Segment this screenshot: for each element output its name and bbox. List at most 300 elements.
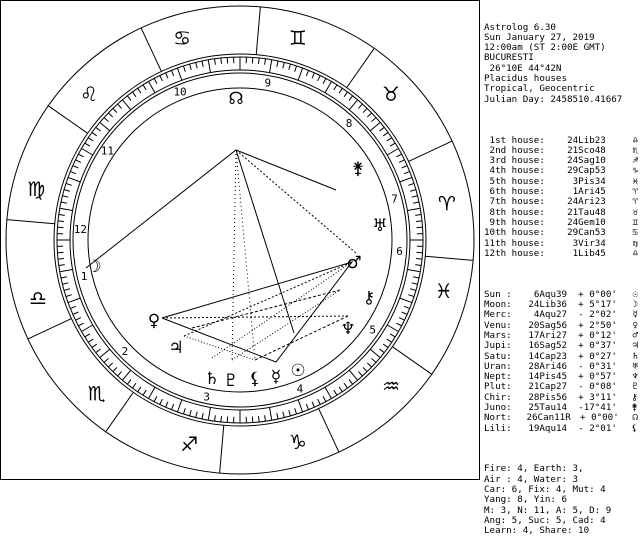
- house-number: 3: [203, 391, 210, 404]
- degree-tick: [118, 104, 122, 108]
- degree-tick: [318, 399, 321, 404]
- degree-tick: [143, 85, 146, 90]
- degree-tick: [413, 202, 419, 203]
- planet-position: 4Aqu27: [523, 310, 567, 320]
- degree-tick: [349, 370, 357, 380]
- degree-tick: [113, 108, 117, 112]
- house-value: 3Pis34: [567, 177, 606, 187]
- house-sign-icon: ♉: [628, 208, 638, 218]
- house-value: 1Ari45: [567, 187, 606, 197]
- degree-tick: [154, 78, 157, 83]
- degree-tick: [387, 149, 398, 156]
- degree-tick: [171, 404, 173, 410]
- summary-line: Car: 6, Fix: 4, Mut: 4: [484, 485, 638, 495]
- pluto-glyph-icon: ♇: [223, 371, 238, 391]
- degree-tick: [383, 132, 388, 136]
- planet-label: Sun :: [484, 290, 512, 300]
- mars-glyph-icon: ♂: [346, 253, 361, 273]
- degree-tick: [283, 62, 284, 68]
- degree-tick: [277, 61, 278, 67]
- summary-line: Air : 4, Water: 3: [484, 475, 638, 485]
- degree-tick: [415, 265, 421, 266]
- pisces-icon: ♓: [435, 279, 453, 303]
- house-label: 4th house:: [484, 166, 545, 176]
- degree-tick: [400, 177, 412, 181]
- degree-tick: [61, 202, 67, 203]
- planet-position: 26Can11R: [521, 413, 571, 423]
- house-number: 1: [81, 270, 88, 283]
- degree-tick: [387, 339, 392, 342]
- sign-divider: [7, 220, 55, 224]
- degree-tick: [318, 76, 321, 81]
- degree-tick: [349, 96, 353, 101]
- degree-tick: [416, 259, 422, 260]
- degree-tick: [270, 60, 272, 73]
- house-number: 4: [297, 382, 304, 395]
- degree-tick: [88, 339, 93, 342]
- info-panel: [484, 2, 638, 547]
- house-label: 3rd house:: [484, 156, 545, 166]
- degree-tick: [64, 190, 70, 192]
- degree-tick: [62, 196, 68, 197]
- planet-icon: ☊: [628, 413, 638, 423]
- house-label: 1st house:: [484, 136, 545, 146]
- degree-tick: [312, 73, 314, 78]
- venus-glyph-icon: ♀: [148, 311, 160, 331]
- degree-tick: [390, 143, 395, 146]
- degree-tick: [166, 73, 168, 78]
- taurus-icon: ♉: [382, 82, 400, 106]
- degree-tick: [160, 76, 163, 81]
- degree-tick: [215, 59, 216, 65]
- degree-tick: [73, 166, 78, 168]
- degree-tick: [59, 265, 65, 266]
- degree-tick: [108, 113, 112, 117]
- degree-tick: [339, 387, 342, 392]
- degree-tick: [298, 68, 302, 80]
- planet-position: 6Aqu39: [523, 290, 567, 300]
- house-sign-icon: ♓: [628, 177, 638, 187]
- planet-position: 24Lib36: [523, 300, 567, 310]
- degree-ring-outer: [57, 57, 423, 423]
- neptune-glyph-icon: ♆: [340, 319, 355, 339]
- house-value: 21Tau48: [567, 208, 606, 218]
- lilith-glyph-icon: ⚸: [249, 369, 261, 389]
- planet-label: Moon:: [484, 300, 512, 310]
- degree-tick: [325, 387, 332, 398]
- house-sign-icon: ♊: [628, 218, 638, 228]
- degree-tick: [59, 215, 65, 216]
- planet-positions-list: [484, 290, 638, 434]
- capricorn-icon: ♑: [289, 430, 307, 454]
- summary-line: M: 3, N: 11, A: 5, D: 9: [484, 506, 638, 516]
- degree-tick: [358, 104, 362, 108]
- degree-tick: [58, 259, 64, 260]
- degree-tick: [149, 82, 156, 93]
- sign-divider: [319, 409, 339, 453]
- degree-tick: [82, 325, 93, 332]
- house-label: 12th house:: [484, 249, 545, 259]
- degree-tick: [259, 416, 260, 422]
- planet-speed: + 0°37': [578, 341, 617, 351]
- degree-tick: [85, 143, 90, 146]
- house-value: 21Sco48: [567, 146, 606, 156]
- sign-divider: [256, 7, 260, 55]
- degree-tick: [396, 323, 401, 326]
- degree-tick: [277, 413, 278, 419]
- house-sign-icon: ♏: [628, 146, 638, 156]
- planet-speed: - 2°02': [578, 310, 617, 320]
- degree-tick: [122, 100, 130, 110]
- degree-tick: [202, 61, 203, 67]
- planet-speed: + 0°00': [578, 290, 617, 300]
- degree-tick: [177, 68, 181, 80]
- degree-tick: [404, 306, 410, 308]
- degree-tick: [379, 127, 384, 131]
- degree-tick: [312, 402, 314, 407]
- outer-ring: [6, 6, 474, 474]
- degree-tick: [122, 370, 130, 380]
- degree-tick: [177, 400, 181, 412]
- degree-tick: [344, 92, 348, 97]
- header-line: 12:00am (ST 2:00E GMT): [484, 43, 638, 53]
- degree-tick: [100, 122, 110, 130]
- planet-label: Chir:: [484, 393, 512, 403]
- house-number: 2: [122, 345, 129, 358]
- degree-tick: [407, 270, 420, 272]
- degree-tick: [221, 416, 222, 422]
- degree-tick: [379, 349, 384, 353]
- house-value: 29Can53: [567, 228, 606, 238]
- sign-divider: [48, 106, 87, 134]
- planet-speed: -17°41': [578, 403, 617, 413]
- saturn-glyph-icon: ♄: [204, 369, 219, 389]
- planet-label: Mars:: [484, 331, 512, 341]
- summary-line: Fire: 4, Earth: 3,: [484, 464, 638, 474]
- planet-icon: ⚵: [628, 403, 638, 413]
- planet-row: [484, 424, 638, 434]
- element-summary: [484, 464, 638, 536]
- degree-tick: [410, 190, 416, 192]
- scorpio-icon: ♏: [88, 382, 106, 406]
- house-number: 7: [391, 193, 398, 206]
- leo-icon: ♌: [80, 82, 98, 106]
- degree-tick: [208, 407, 210, 420]
- degree-tick: [323, 396, 326, 401]
- degree-tick: [306, 404, 308, 410]
- planet-speed: - 2°01': [578, 424, 617, 434]
- cancer-icon: ♋: [173, 26, 191, 50]
- degree-tick: [70, 171, 76, 173]
- degree-tick: [100, 349, 110, 357]
- house-cusps-list: [484, 136, 638, 260]
- inner-circle: [88, 88, 392, 392]
- house-sign-icon: ♐: [628, 156, 638, 166]
- degree-tick: [410, 289, 416, 291]
- sign-divider: [220, 425, 224, 473]
- degree-tick: [408, 295, 414, 297]
- degree-tick: [138, 88, 141, 93]
- degree-tick: [78, 323, 83, 326]
- degree-tick: [196, 62, 197, 68]
- degree-tick: [149, 387, 156, 398]
- sign-divider: [425, 256, 473, 260]
- planet-speed: + 0°00': [580, 413, 619, 423]
- planet-row: [484, 341, 638, 351]
- planet-speed: - 0°08': [578, 382, 617, 392]
- degree-tick: [407, 208, 420, 210]
- house-label: 11th house:: [484, 239, 545, 249]
- degree-tick: [104, 358, 108, 362]
- degree-tick: [325, 82, 332, 93]
- degree-tick: [265, 415, 266, 421]
- degree-tick: [344, 383, 348, 388]
- degree-tick: [70, 306, 76, 308]
- degree-tick: [412, 283, 418, 284]
- planet-glyphs: [86, 89, 387, 391]
- header-line: 26°10E 44°42N: [484, 64, 638, 74]
- planet-label: Uran:: [484, 362, 512, 372]
- degree-tick: [295, 66, 297, 72]
- planet-label: Jupi:: [484, 341, 512, 351]
- chart-header: [484, 23, 638, 105]
- degree-tick: [64, 289, 70, 291]
- planet-icon: ♆: [628, 372, 638, 382]
- degree-tick: [208, 60, 210, 73]
- degree-tick: [402, 312, 407, 314]
- house-value: 29Cap53: [567, 166, 606, 176]
- planet-position: 19Aqu14: [523, 424, 567, 434]
- degree-tick: [62, 283, 68, 284]
- degree-tick: [127, 379, 131, 384]
- summary-line: Ang: 5, Suc: 5, Cad: 4: [484, 516, 638, 526]
- degree-tick: [143, 390, 146, 395]
- planet-icon: ☿: [628, 310, 638, 320]
- degree-tick: [96, 127, 101, 131]
- planet-speed: - 0°31': [578, 362, 617, 372]
- sign-divider: [141, 28, 161, 72]
- degree-tick: [415, 215, 421, 216]
- degree-tick: [92, 344, 97, 348]
- degree-tick: [404, 171, 410, 173]
- sign-ring-inner: [54, 54, 426, 426]
- header-line: Julian Day: 2458510.41667: [484, 95, 638, 105]
- house-label: 8th house:: [484, 208, 545, 218]
- planet-icon: ♂: [628, 331, 638, 341]
- degree-tick: [349, 100, 357, 110]
- degree-tick: [270, 407, 272, 420]
- libra-icon: ♎: [29, 286, 47, 310]
- degree-tick: [202, 413, 203, 419]
- juno-glyph-icon: ⚵: [352, 159, 364, 179]
- planet-speed: + 2°50': [578, 321, 617, 331]
- uranus-glyph-icon: ♅: [372, 216, 387, 236]
- planet-label: Venu:: [484, 321, 512, 331]
- degree-tick: [306, 70, 308, 76]
- planet-icon: ♅: [628, 362, 638, 372]
- header-line: Tropical, Geocentric: [484, 84, 638, 94]
- degree-tick: [108, 363, 112, 367]
- sun-glyph-icon: ☉: [290, 361, 305, 381]
- sign-dividers: [7, 7, 473, 473]
- degree-tick: [399, 318, 404, 321]
- degree-tick: [339, 88, 342, 93]
- planet-position: 17Ari27: [523, 331, 567, 341]
- house-row: [484, 228, 638, 238]
- planet-speed: + 5°17': [578, 300, 617, 310]
- jupiter-glyph-icon: ♃: [168, 338, 183, 358]
- planet-icon: ♀: [628, 321, 638, 331]
- house-number: 11: [101, 145, 114, 158]
- sagittarius-icon: ♐: [180, 432, 198, 456]
- degree-tick: [383, 344, 388, 348]
- sign-divider: [409, 141, 453, 161]
- planet-icon: ⚷: [628, 393, 638, 403]
- gemini-icon: ♊: [289, 26, 307, 50]
- house-sign-icon: ♈: [628, 187, 638, 197]
- degree-tick: [323, 78, 326, 83]
- planet-speed: + 3°11': [578, 393, 617, 403]
- degree-tick: [416, 221, 422, 222]
- degree-tick: [387, 138, 392, 141]
- degree-tick: [96, 349, 101, 353]
- header-line: Sun January 27, 2019: [484, 33, 638, 43]
- aquarius-icon: ♒: [382, 374, 400, 398]
- planet-icon: ♇: [628, 382, 638, 392]
- summary-line: Yang: 8, Yin: 6: [484, 495, 638, 505]
- chiron-glyph-icon: ⚷: [363, 288, 375, 308]
- degree-tick: [66, 183, 72, 185]
- planet-speed: + 0°57': [578, 372, 617, 382]
- planet-icon: ♄: [628, 352, 638, 362]
- degree-tick: [349, 379, 353, 384]
- degree-tick: [61, 277, 67, 278]
- planet-label: Juno:: [484, 403, 512, 413]
- planet-speed: + 0°27': [578, 352, 617, 362]
- house-sign-icon: ♎: [628, 249, 638, 259]
- sign-divider: [106, 392, 134, 431]
- planet-label: Satu:: [484, 352, 512, 362]
- planet-position: 14Cap23: [523, 352, 567, 362]
- house-number: 6: [396, 245, 403, 258]
- degree-tick: [60, 208, 73, 210]
- degree-ticks: [57, 57, 423, 423]
- house-label: 6th house:: [484, 187, 545, 197]
- degree-tick: [399, 160, 404, 163]
- planet-icon: ☽: [628, 300, 638, 310]
- degree-tick: [76, 160, 81, 163]
- planet-position: 14Pis45: [523, 372, 567, 382]
- degree-tick: [396, 154, 401, 157]
- house-value: 24Lib23: [567, 136, 606, 146]
- degree-tick: [138, 387, 141, 392]
- degree-tick: [367, 363, 371, 367]
- degree-tick: [60, 270, 73, 272]
- house-label: 5th house:: [484, 177, 545, 187]
- house-value: 3Vir34: [567, 239, 606, 249]
- house-value: 24Ari23: [567, 197, 606, 207]
- degree-tick: [160, 399, 163, 404]
- degree-tick: [76, 318, 81, 321]
- degree-tick: [66, 295, 72, 297]
- degree-tick: [190, 410, 192, 416]
- house-row: [484, 249, 638, 259]
- header-line: Placidus houses: [484, 74, 638, 84]
- planet-label: Lili:: [484, 424, 512, 434]
- house-sign-icon: ♎: [628, 136, 638, 146]
- degree-tick: [183, 66, 185, 72]
- degree-tick: [73, 312, 78, 314]
- house-value: 24Gem10: [567, 218, 606, 228]
- degree-tick: [92, 132, 97, 136]
- house-value: 24Sag10: [567, 156, 606, 166]
- degree-tick: [358, 372, 362, 376]
- house-sign-icon: ♍: [628, 239, 638, 249]
- degree-tick: [78, 154, 83, 157]
- summary-line: Learn: 4, Share: 10: [484, 526, 638, 536]
- degree-tick: [387, 325, 398, 332]
- degree-tick: [215, 415, 216, 421]
- planet-label: Nept:: [484, 372, 512, 382]
- degree-tick: [183, 408, 185, 414]
- degree-tick: [58, 221, 64, 222]
- degree-tick: [390, 334, 395, 337]
- house-number: 9: [264, 76, 271, 89]
- planet-position: 28Pis56: [523, 393, 567, 403]
- degree-tick: [412, 196, 418, 197]
- degree-tick: [190, 64, 192, 70]
- sign-divider: [28, 319, 72, 339]
- degree-tick: [400, 298, 412, 302]
- house-label: 9th house:: [484, 218, 545, 228]
- planet-label: Plut:: [484, 382, 512, 392]
- house-number: 8: [346, 117, 353, 130]
- degree-tick: [334, 390, 337, 395]
- moon-glyph-icon: ☽: [86, 257, 101, 277]
- planet-label: Merc:: [484, 310, 512, 320]
- house-sign-icon: ♈: [628, 197, 638, 207]
- degree-tick: [88, 138, 93, 141]
- degree-tick: [68, 298, 80, 302]
- house-value: 1Lib45: [567, 249, 606, 259]
- planet-position: 21Cap27: [523, 382, 567, 392]
- house-number: 10: [173, 86, 186, 99]
- degree-tick: [334, 85, 337, 90]
- header-line: BUCURESTI: [484, 53, 638, 63]
- degree-tick: [127, 96, 131, 101]
- planet-position: 28Ari46: [523, 362, 567, 372]
- degree-tick: [82, 149, 93, 156]
- degree-tick: [283, 412, 284, 418]
- planet-icon: ♃: [628, 341, 638, 351]
- aspect-lines: [162, 150, 352, 362]
- degree-tick: [372, 118, 376, 122]
- degree-tick: [363, 367, 367, 371]
- degree-tick: [154, 396, 157, 401]
- house-label: 7th house:: [484, 197, 545, 207]
- planet-label: Nort:: [484, 413, 512, 423]
- header-line: Astrolog 6.30: [484, 23, 638, 33]
- degree-tick: [367, 113, 371, 117]
- planet-position: 20Sag56: [523, 321, 567, 331]
- degree-tick: [413, 277, 419, 278]
- degree-tick: [298, 400, 302, 412]
- degree-tick: [289, 410, 291, 416]
- aries-icon: ♈: [438, 192, 456, 216]
- degree-tick: [113, 367, 117, 371]
- house-label: 2nd house:: [484, 146, 545, 156]
- degree-tick: [265, 59, 266, 65]
